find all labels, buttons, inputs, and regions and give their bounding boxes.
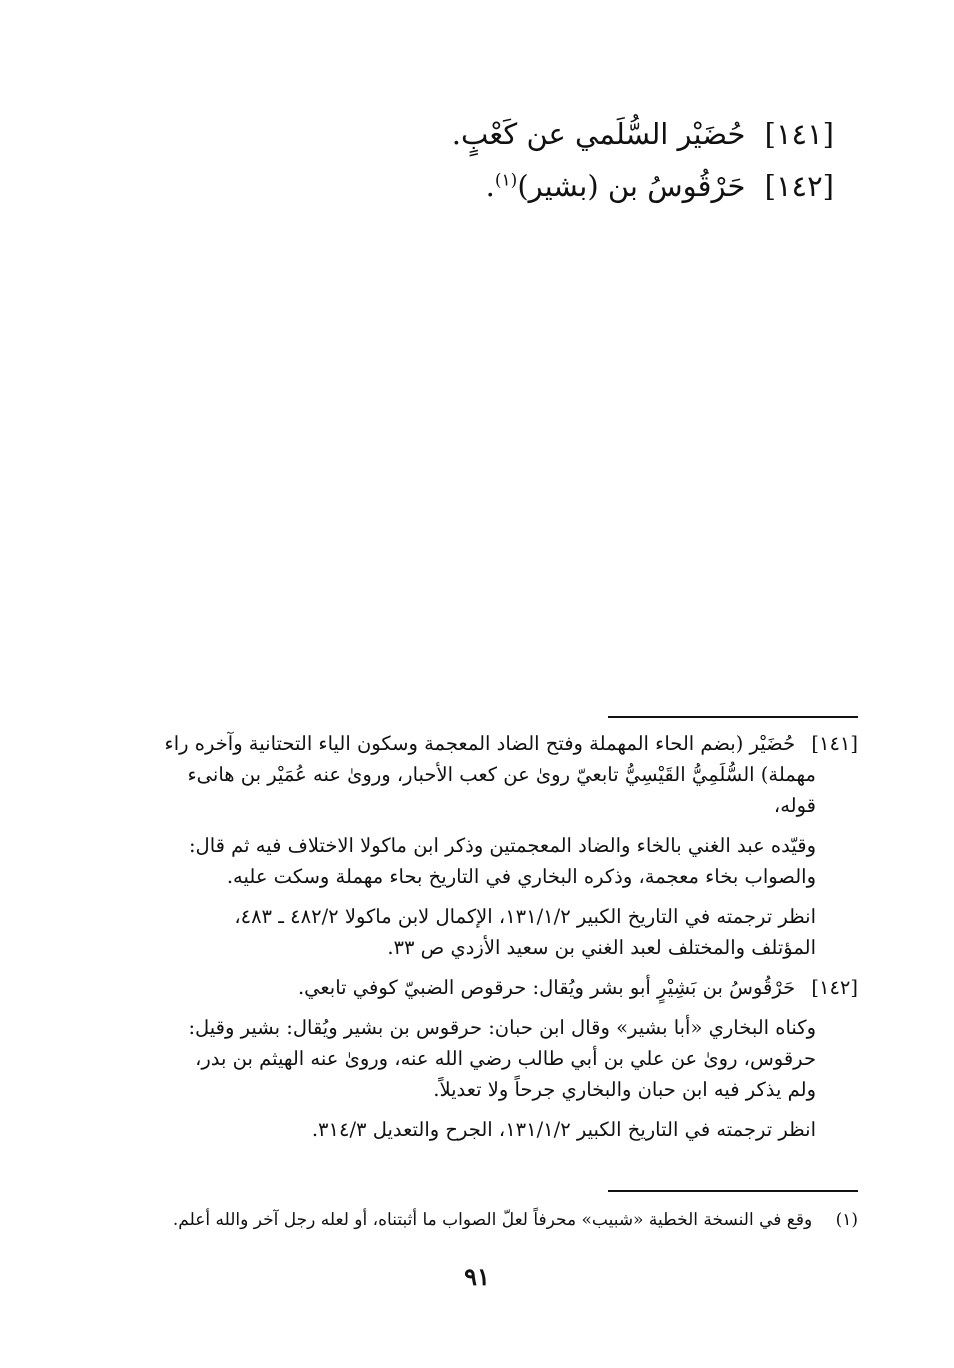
entry-142 xyxy=(194,160,834,212)
note-line: والصواب بخاء معجمة، وذكره البخاري في التاريخ بحاء مهملة وسكت عليه. xyxy=(226,865,816,888)
note-text: حَرْقُوسُ بن بَشِيْرٍ أبو بشر ويُقال: حرقوص الضبيّ كوفي تابعي. xyxy=(297,976,796,999)
note-line: ولم يذكر فيه ابن حبان والبخاري جرحاً ولا تعديلاً. xyxy=(433,1078,816,1101)
note-line xyxy=(138,728,858,759)
note-141 xyxy=(138,728,858,821)
footnote-number: (١) xyxy=(835,1210,858,1230)
note-line: المؤتلف والمختلف لعبد الغني بن سعيد الأزدي ص ٣٣. xyxy=(387,936,816,959)
entry-number: [١٤٢] xyxy=(764,169,834,203)
footnote-divider xyxy=(608,1190,858,1192)
main-entries xyxy=(194,108,834,212)
notes-divider xyxy=(608,716,858,718)
note-142-paragraph xyxy=(138,1012,858,1105)
entry-141 xyxy=(194,108,834,160)
note-number: [١٤١] xyxy=(811,732,858,755)
footnote-reference[interactable]: (١) xyxy=(494,170,518,191)
footnote-text: وقع في النسخة الخطية «شبيب» محرفاً لعلّ الصواب ما أثبتناه، أو لعله رجل آخر والله أعلم. xyxy=(172,1210,813,1230)
note-141-paragraph xyxy=(138,830,858,892)
entry-number: [١٤١] xyxy=(764,117,834,151)
note-number: [١٤٢] xyxy=(811,976,858,999)
entry-text: حَرْقُوسُ بن (بشير) xyxy=(517,169,746,203)
notes-section xyxy=(138,728,858,1154)
note-line: قوله، xyxy=(773,794,816,817)
note-line: انظر ترجمته في التاريخ الكبير ١٣١/١/٢، الجرح والتعديل ٣١٤/٣. xyxy=(311,1118,816,1141)
page-number: ٩١ xyxy=(464,1262,490,1291)
note-line xyxy=(138,972,858,1003)
note-line: وكناه البخاري «أبا بشير» وقال ابن حبان: حرقوس بن بشير ويُقال: بشير وقيل: xyxy=(188,1016,816,1039)
entry-tail: . xyxy=(485,169,495,203)
note-142 xyxy=(138,972,858,1003)
note-line: مهملة) السُّلَمِيُّ القَيْسِيُّ تابعيّ روىٰ عن كعب الأحبار، وروىٰ عنه عُمَيْر بن هانىء xyxy=(187,763,816,786)
note-142-references xyxy=(138,1114,858,1145)
footnote xyxy=(138,1206,858,1234)
note-text: حُضَيْر (بضم الحاء المهملة وفتح الضاد المعجمة وسكون الياء التحتانية وآخره راء xyxy=(164,732,796,755)
note-line: انظر ترجمته في التاريخ الكبير ١٣١/١/٢، الإكمال لابن ماكولا ٤٨٢/٢ ـ ٤٨٣، xyxy=(234,905,816,928)
entry-text: حُضَيْر السُّلَمي عن كَعْبٍ. xyxy=(451,117,746,151)
note-line: وقيّده عبد الغني بالخاء والضاد المعجمتين وذكر ابن ماكولا الاختلاف فيه ثم قال: xyxy=(188,834,816,857)
note-line: حرقوس، روىٰ عن علي بن أبي طالب رضي الله عنه، وروىٰ عنه الهيثم بن بدر، xyxy=(195,1047,816,1070)
note-141-references xyxy=(138,901,858,963)
